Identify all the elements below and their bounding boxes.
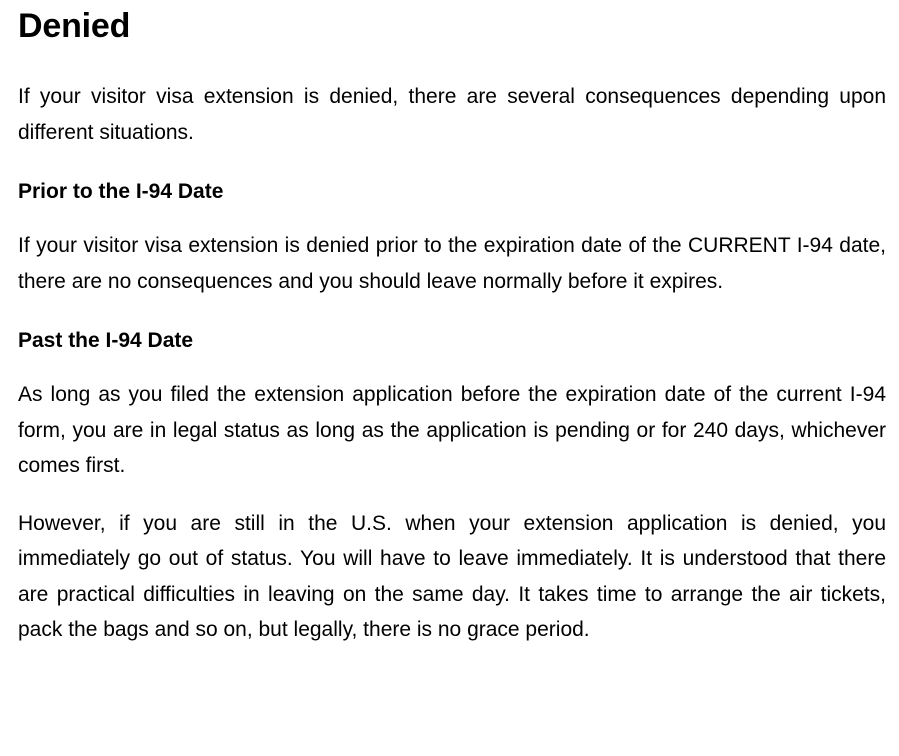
- section-past-paragraph-2: However, if you are still in the U.S. when your extension application is denied, you immediately go out of status. You will have to leave immediately. It is understood that there are practical difficulties in leaving on the same day. It takes time to arrange the air tickets, pack the bags and so on, but legally, there is no grace period.: [18, 511, 886, 641]
- intro-paragraph: If your visitor visa extension is denied, there are several consequences depending upon different situations.: [18, 85, 886, 144]
- section-heading-past: Past the I-94 Date: [18, 329, 194, 352]
- page-title: Denied: [18, 7, 131, 45]
- section-heading-prior: Prior to the I-94 Date: [18, 180, 224, 203]
- document-page: [0, 6, 899, 648]
- section-past-paragraph-1: As long as you filed the extension application before the expiration date of the current I-94 form, you are in legal status as long as the application is pending or for 240 days, whichever comes first.: [18, 383, 886, 477]
- section-prior-paragraph: If your visitor visa extension is denied prior to the expiration date of the CURRENT I-94 date, there are no consequences and you should leave normally before it expires.: [18, 234, 886, 293]
